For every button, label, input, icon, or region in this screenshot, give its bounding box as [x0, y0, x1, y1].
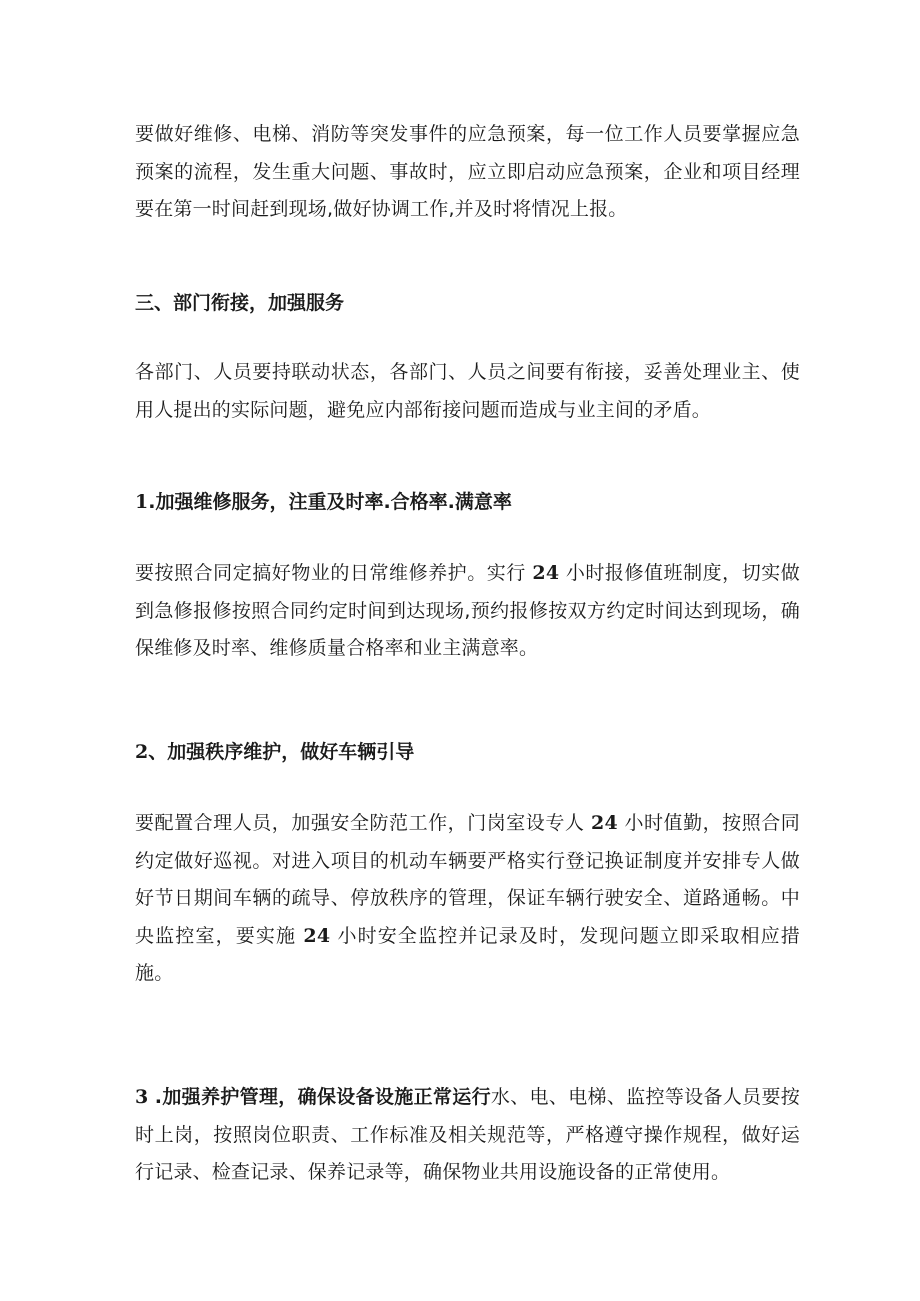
paragraph-order-maintenance: [135, 805, 800, 993]
paragraph-department-linkage: 各部门、人员要持联动状态，各部门、人员之间要有衔接，妥善处理业主、使用人提出的实际问题，避免应内部衔接问题而造成与业主间的矛盾。: [135, 361, 800, 421]
p4-pre: 要配置合理人员，加强安全防范工作，门岗室设专人: [135, 812, 585, 834]
p3-post: 小时报修值班制度，切实做到急修报修按照合同约定时间到达现场,预约报修按双方约定时间达到现场，确保维修及时率、维修质量合格率和业主满意率。: [135, 562, 800, 659]
subheading-1-maintenance: [135, 484, 800, 522]
p3-hours-number: 24: [532, 562, 560, 584]
p3-pre: 要按照合同定搞好物业的日常维修养护。实行: [135, 562, 526, 584]
p4-post: 小时安全监控并记录及时，发现问题立即采取相应措施。: [135, 924, 800, 984]
section-heading-3: 三、部门衔接，加强服务: [135, 292, 345, 314]
p5-rest: 水、电、电梯、监控等设备人员要按时上岗，按照岗位职责、工作标准及相关规范等，严格遵守操作规程，做好运行记录、检查记录、保养记录等，确保物业共用设施设备的正常使用。: [135, 1086, 800, 1183]
p4-mid: 小时值勤，按照合同约定做好巡视。对进入项目的机动车辆要严格实行登记换证制度并安排专人做好节日期间车辆的疏导、停放秩序的管理，保证车辆行驶安全、道路通畅。中央监控室，要实施: [135, 812, 800, 947]
paragraph-emergency-plan: 要做好维修、电梯、消防等突发事件的应急预案，每一位工作人员要掌握应急预案的流程，发生重大问题、事故时，应立即启动应急预案，企业和项目经理要在第一时间赶到现场,做好协调工作,并及时将情况上报。: [135, 123, 800, 220]
paragraph-equipment-maintenance: [135, 1079, 800, 1192]
p5-number: 3: [135, 1086, 149, 1108]
p4-hours-number-2: 24: [303, 924, 331, 947]
p5-bold-heading: .加强养护管理，确保设备设施正常运行: [154, 1086, 491, 1108]
subheading-2-order: [135, 734, 800, 772]
p4-hours-number-1: 24: [591, 812, 618, 834]
paragraph-maintenance-service: [135, 555, 800, 668]
subheading-1-text: .加强维修服务，注重及时率.合格率.满意率: [148, 491, 512, 513]
subheading-2-text: 、加强秩序维护，做好车辆引导: [148, 741, 415, 763]
subheading-2-number: 2: [135, 741, 149, 763]
subheading-1-number: 1: [135, 491, 149, 513]
